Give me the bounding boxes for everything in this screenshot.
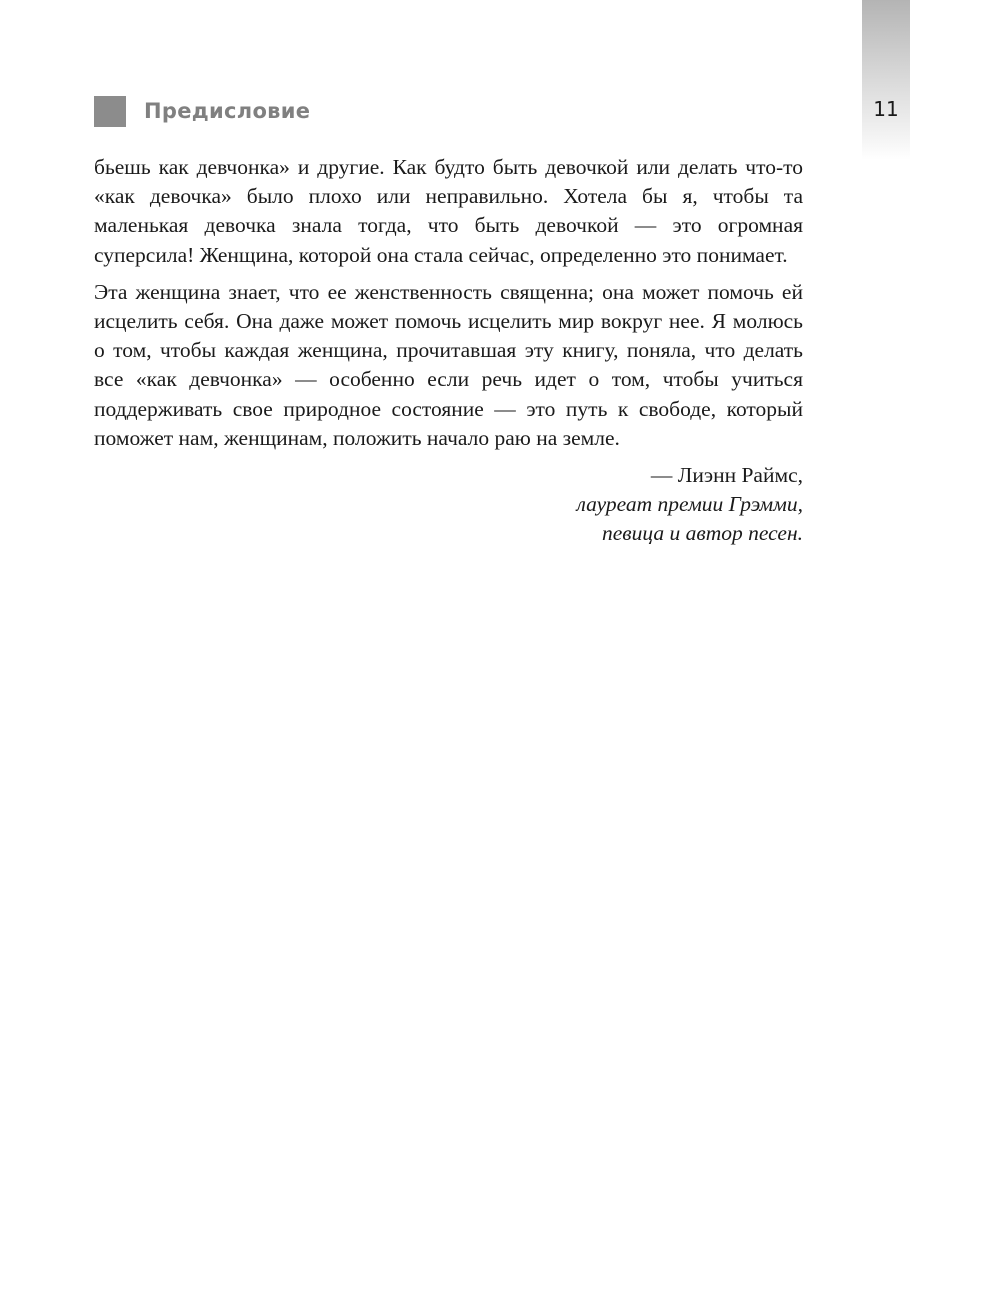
- section-title: Предисловие: [144, 99, 311, 123]
- page-number: 11: [873, 97, 899, 121]
- signature-block: [94, 461, 803, 549]
- paragraph: Эта женщина знает, что ее женственность священна; она может помочь ей исцелить себя. Она даже может помочь исцелить мир вокруг нее. Я молюсь о том, чтобы каждая женщина, прочитавшая эту книгу, поняла, что делать все «как девчонка» — особенно если речь идет о том, чтобы учиться поддерживать свое природное состояние — это путь к свободе, который поможет нам, женщинам, положить начало раю на земле.: [94, 279, 803, 450]
- section-marker-square: [94, 96, 126, 127]
- page-tab: [862, 0, 910, 160]
- signature-title-2: певица и автор песен.: [602, 521, 803, 546]
- body-text: [94, 153, 803, 549]
- signature-title-1: лауреат премии Грэмми,: [576, 492, 803, 517]
- signature-author: — Лиэнн Раймс,: [650, 463, 803, 488]
- paragraph: бьешь как девчонка» и другие. Как будто быть девочкой или делать что-то «как девочка» было плохо или неправильно. Хотела бы я, чтобы та маленькая девочка знала тогда, что быть девочкой — это огромная суперсила! Женщина, которой она стала сейчас, определенно это понимает.: [94, 155, 803, 267]
